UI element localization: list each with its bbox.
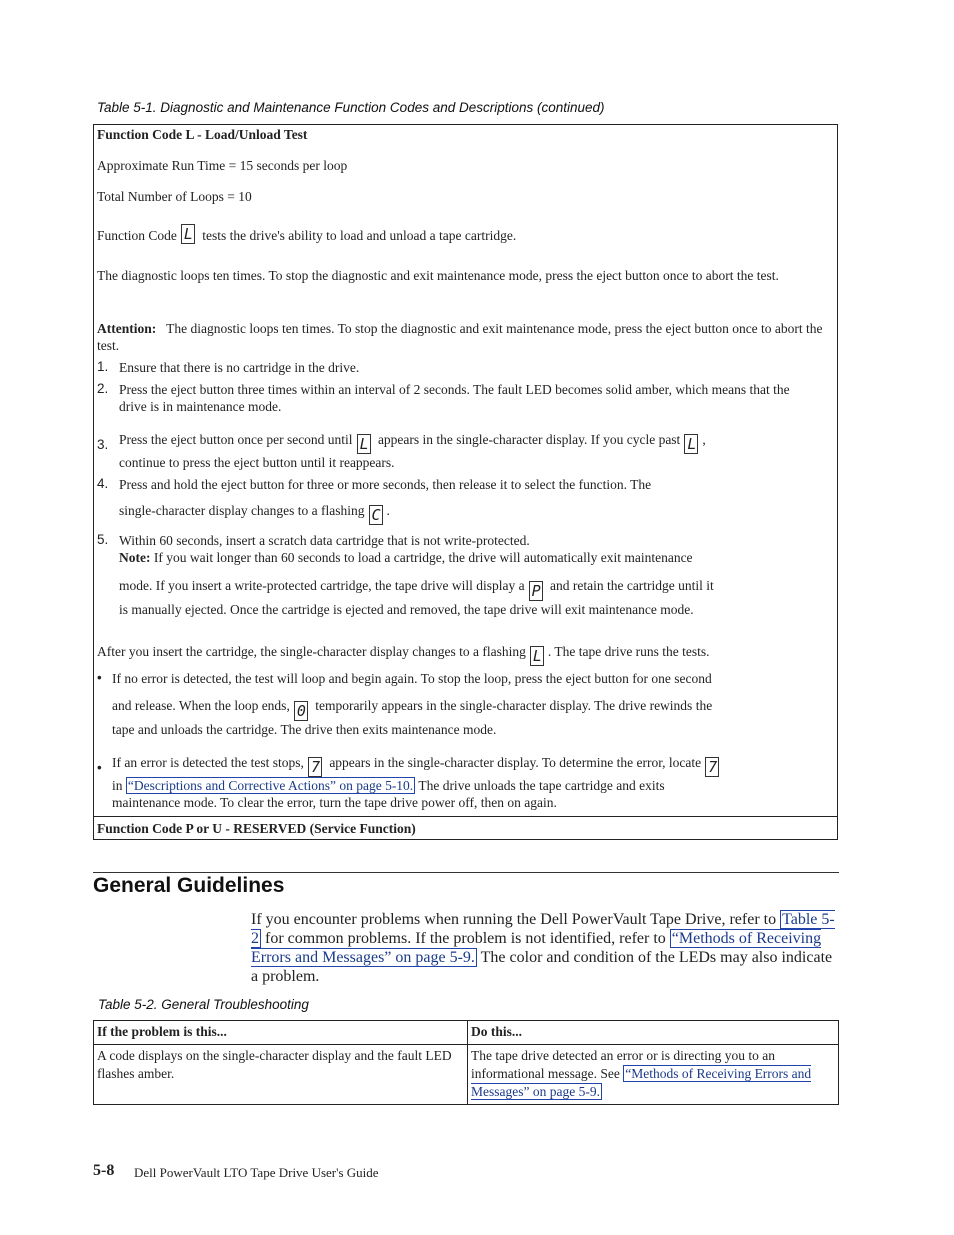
step-5-text: Within 60 seconds, insert a scratch data cartridge that is not write-protected. xyxy=(119,533,530,548)
lcd-l-icon: L xyxy=(684,434,698,454)
section-title: General Guidelines xyxy=(93,874,285,897)
attention xyxy=(97,320,827,354)
lcd-l-icon: L xyxy=(357,434,371,454)
bullet-1 xyxy=(112,670,837,738)
row-divider xyxy=(94,816,837,817)
bullet-2 xyxy=(112,748,837,811)
fc-pre: Function Code xyxy=(97,228,177,243)
reserved-row: Function Code P or U - RESERVED (Service Function) xyxy=(97,821,416,836)
attention-label: Attention: xyxy=(97,321,157,336)
step-3-b: appears in the single-character display. If you cycle past xyxy=(377,432,681,447)
function-code-table xyxy=(93,124,838,840)
lcd-p-icon: P xyxy=(529,581,543,601)
guide-b: for common problems. If the problem is not identified, refer to xyxy=(265,930,666,947)
fc-post: tests the drive's ability to load and unload a tape cartridge. xyxy=(202,228,517,243)
bullet-1-d: tape and unloads the cartridge. The drive then exits maintenance mode. xyxy=(112,722,497,737)
bullet: • xyxy=(97,760,102,775)
note-a: If you wait longer than 60 seconds to load a cartridge, the drive will automatically exit maintenance xyxy=(153,550,693,565)
table-heading: Function Code L - Load/Unload Test xyxy=(97,127,308,142)
bullet-1-c: temporarily appears in the single-character display. The drive rewinds the xyxy=(315,698,713,713)
troubleshooting-table xyxy=(93,1020,839,1105)
problem-cell: A code displays on the single-character display and the fault LED flashes amber. xyxy=(94,1045,468,1105)
run-time: Approximate Run Time = 15 seconds per loop xyxy=(97,158,348,173)
action-cell xyxy=(468,1045,839,1105)
col-header-problem: If the problem is this... xyxy=(94,1021,468,1045)
after-insert xyxy=(97,637,710,666)
step-4-a: Press and hold the eject button for three or more seconds, then release it to select the function. The xyxy=(119,477,652,492)
bullet-2-a: If an error is detected the test stops, xyxy=(112,755,304,770)
bullet-2-c: in xyxy=(112,778,123,793)
note-b: mode. If you insert a write-protected cartridge, the tape drive will display a xyxy=(119,578,525,593)
function-code-line xyxy=(97,224,516,244)
lcd-0-icon: 0 xyxy=(294,701,308,721)
guide-c: The color and condition of the xyxy=(480,949,675,966)
guide-d: LEDs may also indicate a problem. xyxy=(251,949,833,985)
step-1: Ensure that there is no cartridge in the drive. xyxy=(119,360,360,375)
attention-text: The diagnostic loops ten times. To stop the diagnostic and exit maintenance mode, press the eject button once to abort the test. xyxy=(97,321,823,353)
action-text: The tape drive detected an error or is directing you to an informational message. See xyxy=(471,1048,776,1081)
document-title: Dell PowerVault LTO Tape Drive User's Guide xyxy=(134,1165,379,1180)
step-3-d: continue to press the eject button until it reappears. xyxy=(119,455,395,470)
col-header-action: Do this... xyxy=(468,1021,839,1045)
bullet: • xyxy=(97,670,102,685)
step-number: 3. xyxy=(97,437,109,452)
step-3 xyxy=(119,425,834,471)
step-2: Press the eject button three times within an interval of 2 seconds. The fault LED becomes solid amber, which means that the drive is in maintenance mode. xyxy=(119,382,790,414)
diag-text: The diagnostic loops ten times. To stop the diagnostic and exit maintenance mode, press the eject button once to abort the test. xyxy=(97,268,779,283)
lcd-c-icon: C xyxy=(369,505,383,525)
step-number: 4. xyxy=(97,476,109,491)
step-4 xyxy=(119,476,834,525)
step-4-b: single-character display changes to a flashing xyxy=(119,503,365,518)
lcd-l-icon: L xyxy=(181,224,195,244)
step-3-a: Press the eject button once per second until xyxy=(119,432,353,447)
guidelines-paragraph xyxy=(251,910,837,986)
note-c: and retain the cartridge until it xyxy=(549,578,714,593)
bullet-2-d: The drive unloads the tape cartridge and exits xyxy=(418,778,665,793)
lcd-l-icon: L xyxy=(530,646,544,666)
step-4-c: . xyxy=(386,503,390,518)
step-5 xyxy=(119,532,834,618)
page-number: 5-8 xyxy=(93,1162,115,1179)
table-row xyxy=(94,1045,839,1105)
methods-link[interactable]: “Methods of Receiving Errors and Messages” on page 5-9. xyxy=(251,930,822,966)
table-caption: Table 5-1. Diagnostic and Maintenance Function Codes and Descriptions (continued) xyxy=(97,100,605,115)
bullet-1-b: and release. When the loop ends, xyxy=(112,698,290,713)
after-b: . The tape drive runs the tests. xyxy=(547,644,710,659)
loops: Total Number of Loops = 10 xyxy=(97,189,252,204)
step-number: 5. xyxy=(97,532,109,547)
bullet-2-e: maintenance mode. To clear the error, turn the tape drive power off, then on again. xyxy=(112,795,557,810)
step-number: 2. xyxy=(97,381,109,396)
lcd-7-icon: 7 xyxy=(308,757,322,777)
step-3-c: , xyxy=(702,432,706,447)
table-5-2-link[interactable]: Table 5-2 xyxy=(251,911,835,947)
bullet-1-a: If no error is detected, the test will loop and begin again. To stop the loop, press the eject button for one second xyxy=(112,671,712,686)
guide-a: If you encounter problems when running the Dell PowerVault Tape Drive, refer to xyxy=(251,911,777,928)
lcd-7-icon: 7 xyxy=(705,757,719,777)
descriptions-link[interactable]: “Descriptions and Corrective Actions” on page 5-10. xyxy=(127,778,414,793)
note-d: is manually ejected. Once the cartridge is ejected and removed, the tape drive will exit maintenance mode. xyxy=(119,602,694,617)
table-caption-2: Table 5-2. General Troubleshooting xyxy=(98,997,309,1012)
methods-link-2[interactable]: “Methods of Receiving Errors and Messages” on page 5-9. xyxy=(471,1066,812,1099)
bullet-2-b: appears in the single-character display. To determine the error, locate xyxy=(329,755,702,770)
section-rule xyxy=(93,872,839,873)
step-number: 1. xyxy=(97,359,109,374)
note-label: Note: xyxy=(119,550,151,565)
after-a: After you insert the cartridge, the single-character display changes to a flashing xyxy=(97,644,526,659)
